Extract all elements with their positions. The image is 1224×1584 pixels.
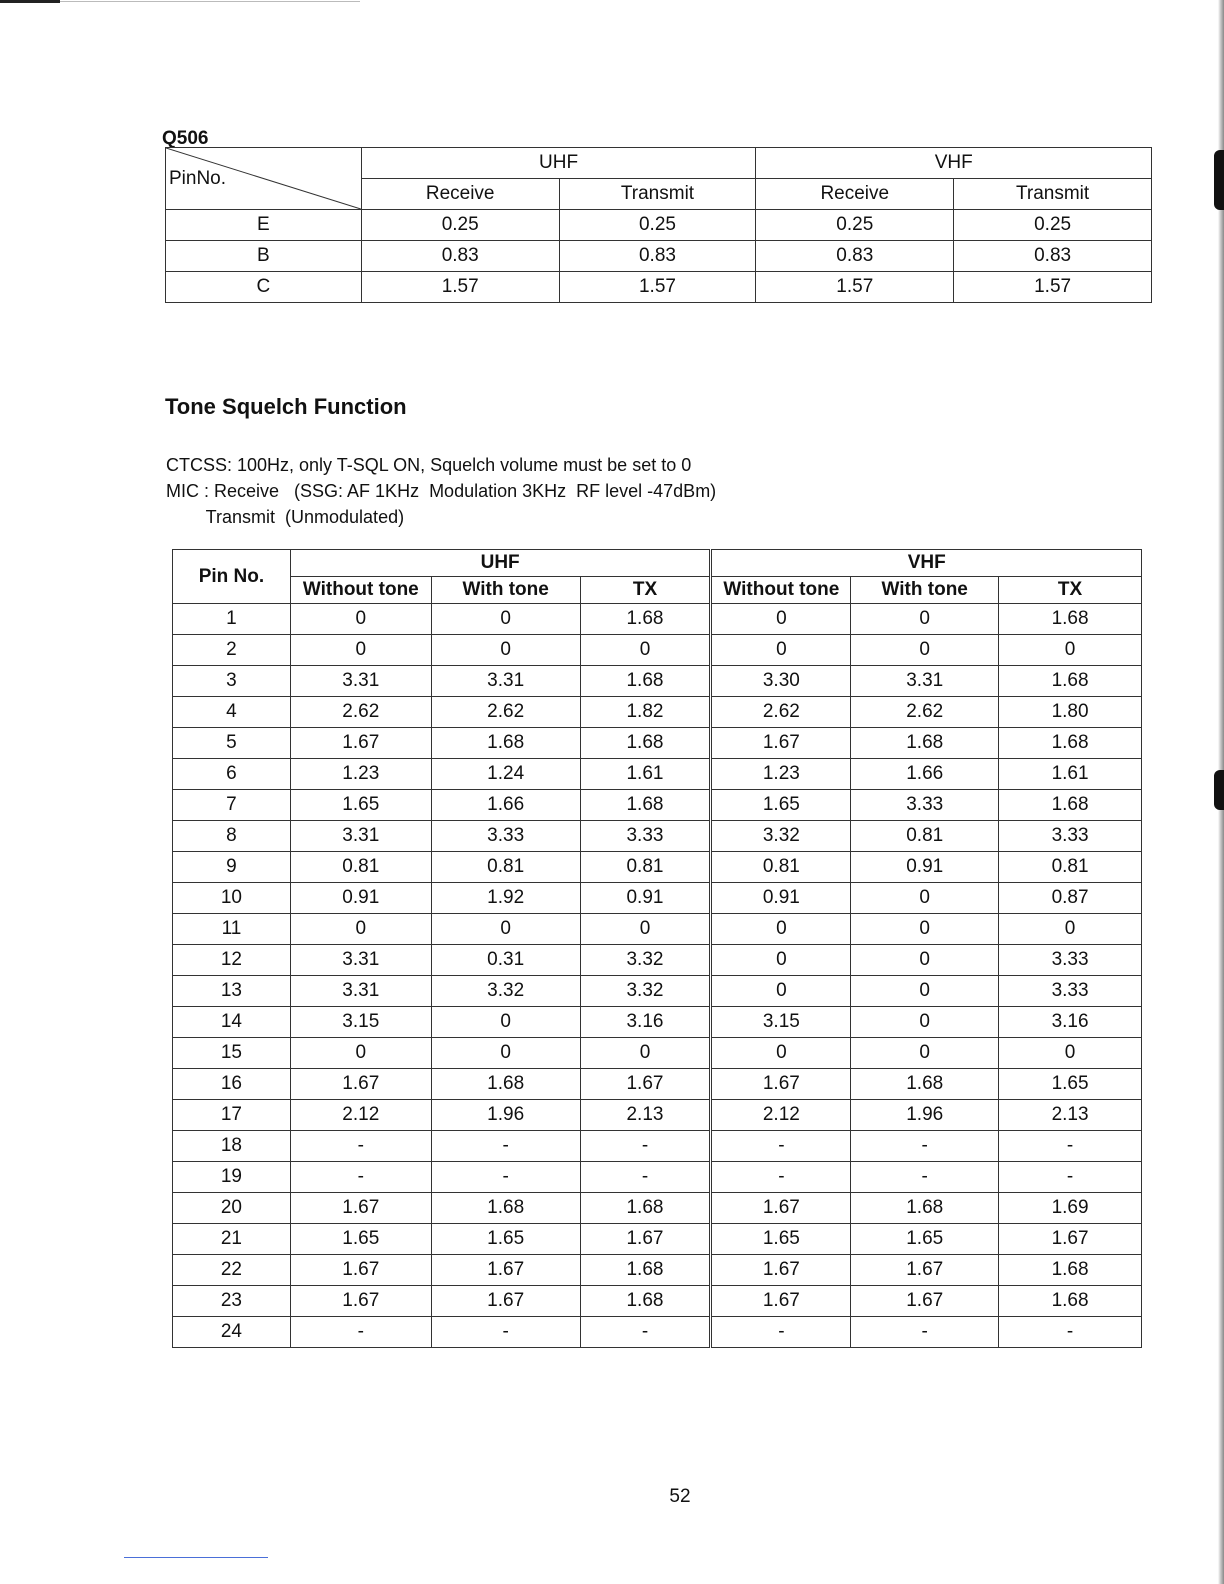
q506-pin-cell: C bbox=[166, 272, 362, 303]
tone-value-cell: - bbox=[999, 1317, 1142, 1348]
tone-pin-cell: 4 bbox=[173, 697, 291, 728]
tone-row bbox=[173, 1286, 1142, 1317]
q506-value-cell: 0.83 bbox=[756, 241, 954, 272]
tone-value-cell: 0.81 bbox=[290, 852, 431, 883]
tone-value-cell: 0 bbox=[431, 604, 580, 635]
tone-value-cell: 1.67 bbox=[580, 1069, 711, 1100]
q506-group-vhf: VHF bbox=[756, 148, 1152, 179]
tone-value-cell: 1.92 bbox=[431, 883, 580, 914]
tone-value-cell: 3.15 bbox=[711, 1007, 851, 1038]
tone-value-cell: 1.67 bbox=[711, 1286, 851, 1317]
q506-pin-cell: B bbox=[166, 241, 362, 272]
tone-value-cell: 1.67 bbox=[290, 728, 431, 759]
tone-value-cell: - bbox=[999, 1131, 1142, 1162]
tone-pin-cell: 24 bbox=[173, 1317, 291, 1348]
tone-value-cell: - bbox=[851, 1317, 999, 1348]
tone-row bbox=[173, 1131, 1142, 1162]
tone-value-cell: 1.23 bbox=[290, 759, 431, 790]
tone-value-cell: 1.61 bbox=[580, 759, 711, 790]
tone-value-cell: 3.33 bbox=[999, 821, 1142, 852]
tone-value-cell: 3.31 bbox=[290, 666, 431, 697]
tone-pin-cell: 22 bbox=[173, 1255, 291, 1286]
tone-subheader: TX bbox=[999, 577, 1142, 604]
tone-value-cell: 1.65 bbox=[431, 1224, 580, 1255]
tone-value-cell: 1.65 bbox=[711, 1224, 851, 1255]
tone-value-cell: 1.67 bbox=[580, 1224, 711, 1255]
tone-value-cell: 0.81 bbox=[580, 852, 711, 883]
tone-value-cell: 3.32 bbox=[431, 976, 580, 1007]
tone-value-cell: 1.65 bbox=[290, 1224, 431, 1255]
tone-value-cell: 1.67 bbox=[290, 1193, 431, 1224]
tone-value-cell: 1.68 bbox=[999, 666, 1142, 697]
tone-row bbox=[173, 604, 1142, 635]
tone-value-cell: 0 bbox=[711, 604, 851, 635]
tone-pin-cell: 18 bbox=[173, 1131, 291, 1162]
diagonal-divider bbox=[166, 148, 361, 209]
tone-row bbox=[173, 821, 1142, 852]
tone-subheader: With tone bbox=[431, 577, 580, 604]
tone-header-row bbox=[173, 550, 1142, 577]
tone-value-cell: 0.81 bbox=[851, 821, 999, 852]
tone-value-cell: 0 bbox=[851, 635, 999, 666]
tone-value-cell: 0 bbox=[290, 604, 431, 635]
q506-subheader: Receive bbox=[756, 179, 954, 210]
tone-value-cell: 0 bbox=[290, 635, 431, 666]
tone-value-cell: 0 bbox=[580, 914, 711, 945]
tone-value-cell: 1.68 bbox=[580, 604, 711, 635]
tone-value-cell: 3.31 bbox=[431, 666, 580, 697]
q506-row bbox=[166, 210, 1152, 241]
tone-pin-cell: 23 bbox=[173, 1286, 291, 1317]
tone-value-cell: - bbox=[711, 1131, 851, 1162]
tone-value-cell: - bbox=[711, 1162, 851, 1193]
tone-value-cell: 2.13 bbox=[999, 1100, 1142, 1131]
tone-value-cell: 1.66 bbox=[851, 759, 999, 790]
tone-pin-cell: 6 bbox=[173, 759, 291, 790]
tone-value-cell: 3.32 bbox=[711, 821, 851, 852]
tone-value-cell: 0 bbox=[711, 976, 851, 1007]
tone-pin-cell: 21 bbox=[173, 1224, 291, 1255]
tone-value-cell: 1.68 bbox=[580, 1286, 711, 1317]
tone-value-cell: 2.13 bbox=[580, 1100, 711, 1131]
tone-value-cell: 1.67 bbox=[290, 1286, 431, 1317]
tone-value-cell: 0 bbox=[851, 914, 999, 945]
tone-value-cell: 0 bbox=[431, 1007, 580, 1038]
tone-value-cell: 0.81 bbox=[711, 852, 851, 883]
tone-value-cell: 0 bbox=[431, 914, 580, 945]
tone-value-cell: - bbox=[580, 1162, 711, 1193]
tone-row bbox=[173, 635, 1142, 666]
tone-value-cell: 0 bbox=[851, 976, 999, 1007]
tone-row bbox=[173, 1162, 1142, 1193]
tone-subheader: Without tone bbox=[711, 577, 851, 604]
q506-value-cell: 0.25 bbox=[361, 210, 559, 241]
tone-value-cell: 0 bbox=[851, 1038, 999, 1069]
tone-row bbox=[173, 945, 1142, 976]
q506-value-cell: 0.83 bbox=[559, 241, 756, 272]
tone-value-cell: - bbox=[431, 1317, 580, 1348]
tone-value-cell: 3.33 bbox=[999, 945, 1142, 976]
tone-value-cell: 1.68 bbox=[580, 790, 711, 821]
tone-pin-cell: 13 bbox=[173, 976, 291, 1007]
tone-value-cell: 1.67 bbox=[851, 1255, 999, 1286]
tone-value-cell: 1.67 bbox=[290, 1255, 431, 1286]
tone-value-cell: - bbox=[290, 1162, 431, 1193]
tone-value-cell: - bbox=[431, 1131, 580, 1162]
tone-row bbox=[173, 976, 1142, 1007]
tone-pin-cell: 3 bbox=[173, 666, 291, 697]
tone-value-cell: 1.68 bbox=[999, 604, 1142, 635]
q506-body bbox=[166, 210, 1152, 303]
tone-pin-cell: 15 bbox=[173, 1038, 291, 1069]
tone-value-cell: - bbox=[580, 1317, 711, 1348]
tone-value-cell: 0 bbox=[711, 914, 851, 945]
tone-value-cell: 1.65 bbox=[999, 1069, 1142, 1100]
tone-row bbox=[173, 666, 1142, 697]
q506-pin-cell: E bbox=[166, 210, 362, 241]
tone-row bbox=[173, 883, 1142, 914]
tone-value-cell: 1.68 bbox=[999, 1255, 1142, 1286]
tone-group-uhf: UHF bbox=[290, 550, 711, 577]
tone-value-cell: 3.16 bbox=[580, 1007, 711, 1038]
tone-value-cell: 1.68 bbox=[580, 666, 711, 697]
tone-value-cell: - bbox=[580, 1131, 711, 1162]
tone-pin-cell: 5 bbox=[173, 728, 291, 759]
tone-squelch-table bbox=[172, 549, 1142, 1348]
tone-value-cell: 0 bbox=[711, 635, 851, 666]
q506-value-cell: 0.83 bbox=[954, 241, 1152, 272]
tone-pin-cell: 2 bbox=[173, 635, 291, 666]
tone-value-cell: 1.66 bbox=[431, 790, 580, 821]
tone-body bbox=[173, 604, 1142, 1348]
scan-artifact-blob bbox=[1214, 770, 1224, 810]
tone-value-cell: 2.62 bbox=[290, 697, 431, 728]
tone-value-cell: 3.31 bbox=[851, 666, 999, 697]
tone-value-cell: 1.65 bbox=[290, 790, 431, 821]
tone-value-cell: 3.32 bbox=[580, 945, 711, 976]
tone-value-cell: 0 bbox=[999, 1038, 1142, 1069]
tone-row bbox=[173, 697, 1142, 728]
tone-pin-cell: 14 bbox=[173, 1007, 291, 1038]
tone-value-cell: 0 bbox=[580, 635, 711, 666]
tone-value-cell: - bbox=[290, 1317, 431, 1348]
tone-pin-header: Pin No. bbox=[173, 550, 291, 604]
tone-pin-cell: 20 bbox=[173, 1193, 291, 1224]
tone-value-cell: 0.87 bbox=[999, 883, 1142, 914]
scan-artifact-top bbox=[0, 0, 60, 3]
q506-value-cell: 0.83 bbox=[361, 241, 559, 272]
tone-value-cell: 3.31 bbox=[290, 976, 431, 1007]
tone-value-cell: - bbox=[290, 1131, 431, 1162]
tone-value-cell: - bbox=[851, 1131, 999, 1162]
tone-value-cell: 0.91 bbox=[580, 883, 711, 914]
tone-row bbox=[173, 1038, 1142, 1069]
q506-value-cell: 0.25 bbox=[954, 210, 1152, 241]
note-line: MIC : Receive (SSG: AF 1KHz Modulation 3KHz RF level -47dBm) bbox=[166, 481, 717, 501]
tone-value-cell: 0.31 bbox=[431, 945, 580, 976]
q506-title: Q506 bbox=[162, 128, 209, 149]
tone-value-cell: 1.67 bbox=[431, 1286, 580, 1317]
tone-group-vhf: VHF bbox=[711, 550, 1142, 577]
tone-pin-cell: 17 bbox=[173, 1100, 291, 1131]
tone-value-cell: 0 bbox=[431, 635, 580, 666]
tone-value-cell: 1.67 bbox=[711, 728, 851, 759]
tone-value-cell: - bbox=[851, 1162, 999, 1193]
tone-value-cell: 1.96 bbox=[851, 1100, 999, 1131]
tone-row bbox=[173, 914, 1142, 945]
tone-subheader: With tone bbox=[851, 577, 999, 604]
tone-value-cell: 3.31 bbox=[290, 945, 431, 976]
tone-pin-cell: 9 bbox=[173, 852, 291, 883]
tone-value-cell: 0 bbox=[711, 1038, 851, 1069]
tone-value-cell: 1.68 bbox=[999, 728, 1142, 759]
tone-value-cell: 1.68 bbox=[851, 1193, 999, 1224]
tone-value-cell: 0.81 bbox=[999, 852, 1142, 883]
tone-value-cell: 1.80 bbox=[999, 697, 1142, 728]
tone-row bbox=[173, 1255, 1142, 1286]
tone-value-cell: 1.68 bbox=[431, 1069, 580, 1100]
tone-value-cell: 1.68 bbox=[851, 1069, 999, 1100]
tone-row bbox=[173, 759, 1142, 790]
tone-row bbox=[173, 728, 1142, 759]
tone-row bbox=[173, 852, 1142, 883]
tone-value-cell: 3.32 bbox=[580, 976, 711, 1007]
q506-subheader: Transmit bbox=[954, 179, 1152, 210]
tone-value-cell: 1.69 bbox=[999, 1193, 1142, 1224]
tone-value-cell: 2.62 bbox=[431, 697, 580, 728]
tone-value-cell: 1.61 bbox=[999, 759, 1142, 790]
scan-artifact-blob bbox=[1214, 150, 1224, 210]
tone-value-cell: 0.91 bbox=[711, 883, 851, 914]
section-title: Tone Squelch Function bbox=[165, 394, 407, 419]
tone-value-cell: 3.33 bbox=[999, 976, 1142, 1007]
tone-value-cell: 1.68 bbox=[999, 790, 1142, 821]
test-conditions bbox=[166, 452, 716, 530]
q506-subheader: Receive bbox=[361, 179, 559, 210]
tone-value-cell: 1.68 bbox=[431, 728, 580, 759]
tone-value-cell: 0 bbox=[711, 945, 851, 976]
tone-value-cell: 1.68 bbox=[580, 1255, 711, 1286]
tone-value-cell: 1.67 bbox=[851, 1286, 999, 1317]
page-number: 52 bbox=[669, 1486, 691, 1507]
note-line: Transmit (Unmodulated) bbox=[166, 507, 405, 527]
tone-value-cell: 2.62 bbox=[851, 697, 999, 728]
tone-row bbox=[173, 1193, 1142, 1224]
tone-value-cell: 0.81 bbox=[431, 852, 580, 883]
tone-value-cell: 1.67 bbox=[431, 1255, 580, 1286]
tone-value-cell: 2.12 bbox=[711, 1100, 851, 1131]
tone-value-cell: 1.68 bbox=[580, 1193, 711, 1224]
tone-pin-cell: 11 bbox=[173, 914, 291, 945]
tone-value-cell: 0 bbox=[851, 1007, 999, 1038]
q506-value-cell: 1.57 bbox=[361, 272, 559, 303]
tone-subheader: TX bbox=[580, 577, 711, 604]
tone-pin-cell: 12 bbox=[173, 945, 291, 976]
tone-value-cell: 0 bbox=[580, 1038, 711, 1069]
tone-value-cell: 1.68 bbox=[431, 1193, 580, 1224]
tone-pin-cell: 8 bbox=[173, 821, 291, 852]
tone-value-cell: 0 bbox=[290, 914, 431, 945]
tone-value-cell: 1.68 bbox=[851, 728, 999, 759]
tone-value-cell: 1.68 bbox=[580, 728, 711, 759]
tone-value-cell: 3.30 bbox=[711, 666, 851, 697]
tone-row bbox=[173, 1224, 1142, 1255]
tone-value-cell: 0 bbox=[431, 1038, 580, 1069]
q506-pin-header bbox=[166, 148, 362, 210]
tone-value-cell: 0 bbox=[999, 914, 1142, 945]
q506-value-cell: 0.25 bbox=[756, 210, 954, 241]
tone-row bbox=[173, 1069, 1142, 1100]
tone-subheader-row bbox=[173, 577, 1142, 604]
q506-header-row bbox=[166, 148, 1152, 179]
tone-row bbox=[173, 1317, 1142, 1348]
tone-value-cell: 0.91 bbox=[290, 883, 431, 914]
tone-value-cell: 1.67 bbox=[290, 1069, 431, 1100]
tone-value-cell: 1.82 bbox=[580, 697, 711, 728]
q506-subheader: Transmit bbox=[559, 179, 756, 210]
tone-value-cell: 1.65 bbox=[711, 790, 851, 821]
tone-pin-cell: 10 bbox=[173, 883, 291, 914]
tone-value-cell: 1.23 bbox=[711, 759, 851, 790]
tone-row bbox=[173, 1007, 1142, 1038]
tone-value-cell: 1.68 bbox=[999, 1286, 1142, 1317]
tone-value-cell: 3.31 bbox=[290, 821, 431, 852]
tone-value-cell: 3.15 bbox=[290, 1007, 431, 1038]
tone-value-cell: 1.24 bbox=[431, 759, 580, 790]
tone-value-cell: 0 bbox=[999, 635, 1142, 666]
tone-value-cell: 2.62 bbox=[711, 697, 851, 728]
tone-pin-cell: 7 bbox=[173, 790, 291, 821]
q506-table bbox=[165, 147, 1152, 303]
tone-value-cell: 0.91 bbox=[851, 852, 999, 883]
tone-pin-cell: 19 bbox=[173, 1162, 291, 1193]
tone-value-cell: 0 bbox=[851, 883, 999, 914]
tone-value-cell: 1.67 bbox=[999, 1224, 1142, 1255]
tone-value-cell: 3.16 bbox=[999, 1007, 1142, 1038]
tone-pin-cell: 16 bbox=[173, 1069, 291, 1100]
tone-value-cell: 0 bbox=[851, 945, 999, 976]
q506-value-cell: 0.25 bbox=[559, 210, 756, 241]
scan-artifact-line bbox=[60, 1, 360, 2]
tone-value-cell: 0 bbox=[851, 604, 999, 635]
tone-value-cell: 3.33 bbox=[580, 821, 711, 852]
tone-pin-cell: 1 bbox=[173, 604, 291, 635]
q506-row bbox=[166, 272, 1152, 303]
tone-value-cell: 1.67 bbox=[711, 1069, 851, 1100]
tone-value-cell: - bbox=[999, 1162, 1142, 1193]
tone-value-cell: 1.67 bbox=[711, 1255, 851, 1286]
tone-row bbox=[173, 1100, 1142, 1131]
tone-value-cell: - bbox=[711, 1317, 851, 1348]
tone-value-cell: 3.33 bbox=[431, 821, 580, 852]
tone-row bbox=[173, 790, 1142, 821]
bottom-rule bbox=[124, 1557, 268, 1558]
tone-subheader: Without tone bbox=[290, 577, 431, 604]
q506-value-cell: 1.57 bbox=[756, 272, 954, 303]
q506-row bbox=[166, 241, 1152, 272]
tone-value-cell: 1.67 bbox=[711, 1193, 851, 1224]
tone-value-cell: 1.96 bbox=[431, 1100, 580, 1131]
tone-value-cell: 0 bbox=[290, 1038, 431, 1069]
note-line: CTCSS: 100Hz, only T-SQL ON, Squelch volume must be set to 0 bbox=[166, 455, 692, 475]
q506-pin-label: PinNo. bbox=[169, 167, 227, 189]
q506-value-cell: 1.57 bbox=[559, 272, 756, 303]
tone-value-cell: 1.65 bbox=[851, 1224, 999, 1255]
tone-value-cell: - bbox=[431, 1162, 580, 1193]
tone-value-cell: 3.33 bbox=[851, 790, 999, 821]
q506-group-uhf: UHF bbox=[361, 148, 756, 179]
tone-value-cell: 2.12 bbox=[290, 1100, 431, 1131]
q506-value-cell: 1.57 bbox=[954, 272, 1152, 303]
